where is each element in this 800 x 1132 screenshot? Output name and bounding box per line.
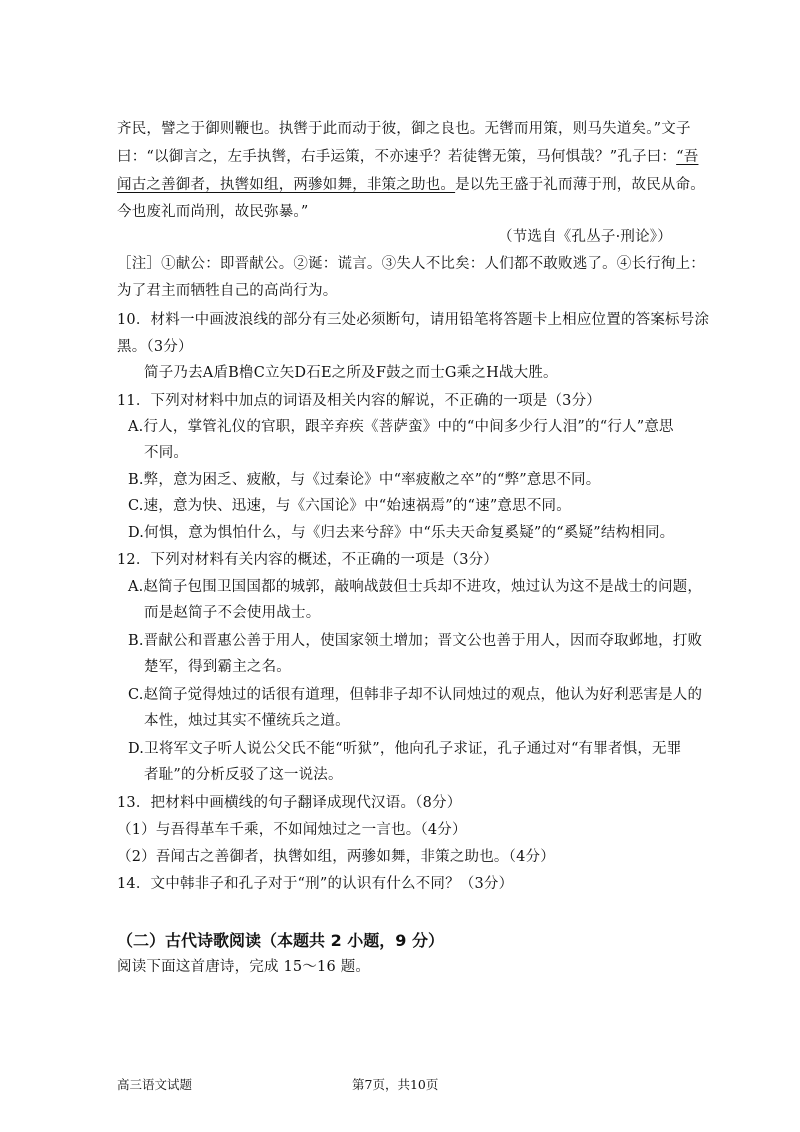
underlined-sentence-end: 闻古之善御者，执辔如组，两骖如舞，非策之助也。 (117, 177, 456, 193)
passage-line-4: 今也废礼而尚刑，故民弥暴。” (117, 204, 309, 220)
section-title: （二）古代诗歌阅读（本题共 2 小题，9 分） (117, 931, 444, 950)
footer-page-number: 第7页，共10页 (352, 1077, 439, 1092)
q12-option-b-cont: 楚军，得到霸主之名。 (144, 659, 291, 675)
q13-item-2: （2）吾闻古之善御者，执辔如组，两骖如舞，非策之助也。（4分） (117, 849, 555, 865)
q11-option-b: B.弊，意为困乏、疲敝，与《过秦论》中“率疲敝之卒”的“弊”意思不同。 (128, 472, 601, 488)
q12-option-a: A.赵简子包围卫国国都的城郭，敲响战鼓但士兵却不进攻，烛过认为这不是战士的问题， (128, 579, 703, 595)
question-10: 10．材料一中画波浪线的部分有三处必须断句，请用铅笔将答题卡上相应位置的答案标号涂 (117, 312, 710, 328)
passage-line-1: 齐民，譬之于御则鞭也。执辔于此而动于彼，御之良也。无辔而用策，则马失道矣。”文子 (117, 121, 691, 137)
question-13: 13．把材料中画横线的句子翻译成现代汉语。（8分） (117, 795, 462, 811)
passage-line-3-text: 是以先王盛于礼而薄于刑，故民从命。 (455, 177, 706, 193)
question-14: 14．文中韩非子和孔子对于“刑”的认识有什么不同？（3分） (117, 876, 514, 892)
q13-item-1: （1）与吾得革车千乘，不如闻烛过之一言也。（4分） (117, 822, 467, 838)
note-line-1: ［注］①献公：即晋献公。②诞：谎言。③失人不比矣：人们都不敢败逃了。④长行徇上： (117, 256, 705, 272)
underlined-sentence-start: “吾 (676, 149, 699, 165)
q12-option-d-cont: 者耻”的分析反驳了这一说法。 (144, 767, 343, 783)
q12-option-c: C.赵简子觉得烛过的话很有道理，但韩非子却不认同烛过的观点，他认为好利恶害是人的 (128, 687, 703, 703)
q12-option-b: B.晋献公和晋惠公善于用人，使国家领土增加；晋文公也善于用人，因而夺取邺地，打败 (128, 633, 703, 649)
passage-line-2-text: 曰：“以御言之，左手执辔，右手运策，不亦速乎？若徒辔无策，马何惧哉？”孔子曰： (117, 149, 677, 165)
question-11: 11．下列对材料中加点的词语及相关内容的解说，不正确的一项是（3分） (117, 393, 601, 409)
passage-line-3 (117, 175, 705, 195)
q11-option-c: C.速，意为快、迅速，与《六国论》中“始速祸焉”的“速”意思不同。 (128, 498, 571, 514)
q11-option-a: A.行人，掌管礼仪的官职，跟辛弃疾《菩萨蛮》中的“中间多少行人泪”的“行人”意思 (128, 419, 674, 435)
q12-option-d: D.卫将军文子听人说公父氏不能“听狱”，他向孔子求证，孔子通过对“有罪者惧，无罪 (128, 741, 682, 757)
passage-line-2 (117, 147, 698, 167)
footer-exam-title: 高三语文试题 (117, 1077, 193, 1092)
q11-option-d: D.何惧，意为惧怕什么，与《归去来兮辞》中“乐夫天命复奚疑”的“奚疑”结构相同。 (128, 525, 675, 541)
q12-option-c-cont: 本性，烛过其实不懂统兵之道。 (144, 713, 350, 729)
question-12: 12．下列对材料有关内容的概述，不正确的一项是（3分） (117, 552, 499, 568)
section-intro: 阅读下面这首唐诗，完成 15～16 题。 (117, 959, 371, 975)
question-10-cont: 黑。（3分） (117, 339, 193, 355)
question-10-sentence: 简子乃去A盾B橹C立矢D石E之所及F鼓之而士G乘之H战大胜。 (144, 365, 558, 381)
q11-option-a-cont: 不同。 (144, 445, 189, 461)
q12-option-a-cont: 而是赵简子不会使用战士。 (144, 605, 321, 621)
passage-source: （节选自《孔丛子·刑论》） (498, 229, 672, 245)
note-line-2: 为了君主而牺牲自己的高尚行为。 (117, 283, 338, 299)
